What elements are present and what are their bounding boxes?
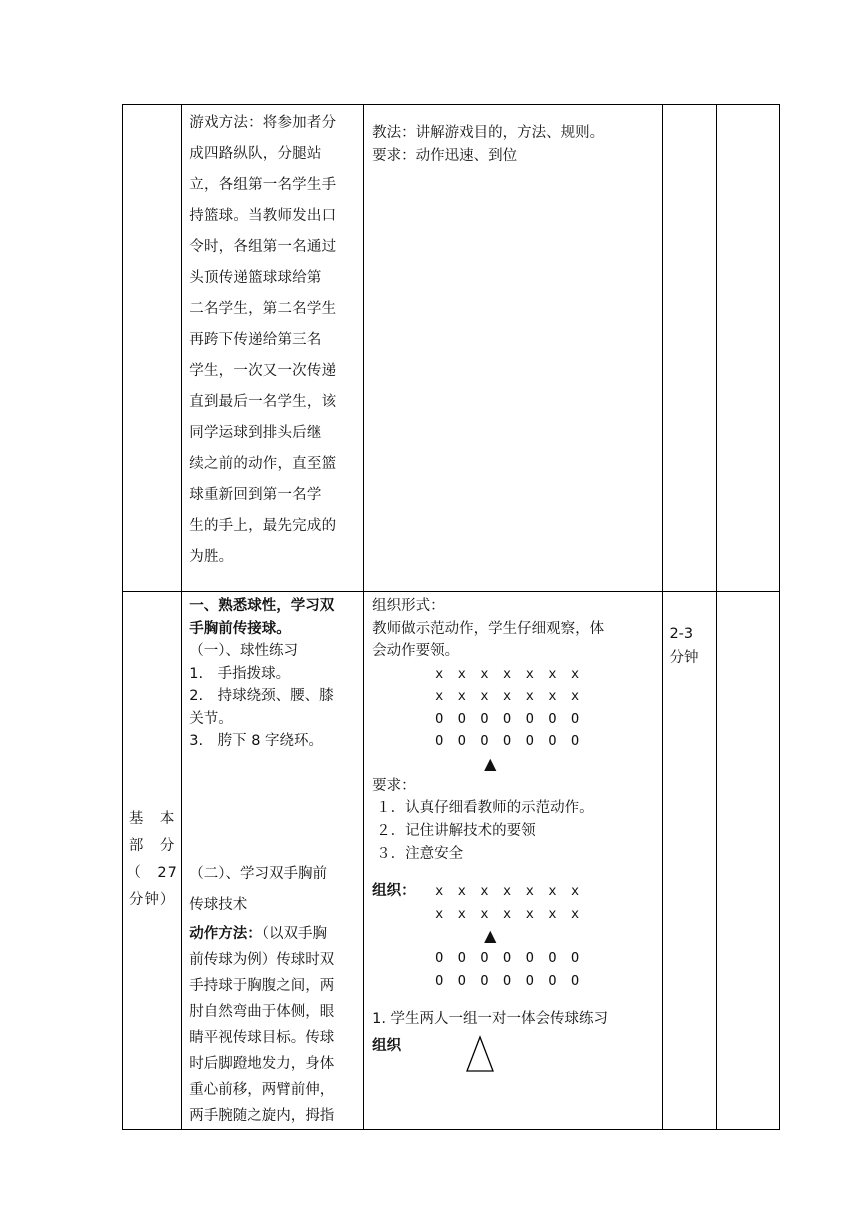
game-method-line: 游戏方法：将参加者分 — [189, 115, 337, 131]
teaching-method: 教法：讲解游戏目的，方法、规则。 — [372, 125, 605, 141]
action-method-line: 重心前移，两臂前伸， — [189, 1081, 335, 1098]
section-label-line: 分钟） — [128, 892, 176, 909]
hollow-triangle-icon — [465, 1035, 495, 1080]
practice-items — [189, 663, 357, 753]
requirement-item: １．认真仔细看教师的示范动作。 — [376, 800, 594, 816]
remarks-cell-empty — [716, 105, 779, 592]
formation-rows-o — [372, 947, 656, 992]
section-label-line: 基 本 — [128, 811, 176, 828]
formation-row: x x x x x x x — [435, 883, 583, 899]
action-method-label: 动作方法： — [189, 925, 262, 942]
practice-item: 关节。 — [189, 710, 233, 727]
demo-text — [372, 618, 656, 663]
game-method-line: 头顶传递篮球球给第 — [189, 270, 322, 286]
action-method-line: 时后脚蹬地发力，身体 — [189, 1055, 335, 1072]
formation-diagram-1 — [372, 663, 656, 753]
section-label-cell — [123, 592, 182, 1130]
game-organization-cell — [364, 105, 663, 592]
action-method-line: 手持球于胸腹之间，两 — [189, 977, 335, 994]
lesson-plan-table — [122, 104, 780, 1130]
basic-part-row — [123, 592, 780, 1130]
formation-row: x x x x x x x — [435, 665, 583, 682]
game-method-line: 为胜。 — [189, 549, 234, 565]
requirement-item: ３．注意安全 — [376, 846, 464, 862]
game-method-text — [189, 108, 357, 573]
requirement-label: 要求： — [372, 777, 416, 794]
game-method-cell — [182, 105, 364, 592]
formation-rows-x — [435, 880, 582, 925]
formation-row: O O O O O O O — [435, 710, 583, 727]
action-method-line: 两手腕随之旋内，拇指 — [189, 1107, 335, 1124]
game-method-line: 同学运球到排头后继 — [189, 425, 322, 441]
practice-item: 3. 胯下 8 字绕环。 — [189, 733, 324, 749]
time-cell — [663, 592, 716, 1130]
formation-row: x x x x x x x — [435, 905, 583, 922]
organization-cell — [364, 592, 663, 1130]
org-label: 组织： — [372, 883, 416, 899]
action-method-line: 睛平视传球目标。传球 — [189, 1029, 335, 1046]
practice-item: 1. 手指拨球。 — [189, 665, 291, 682]
section-cell-empty — [123, 105, 182, 592]
game-method-line: 持篮球。当教师发出口 — [189, 208, 337, 224]
org-form-label: 组织形式： — [372, 598, 445, 614]
game-method-line: 续之前的动作，直至篮 — [189, 456, 337, 472]
action-method — [189, 921, 357, 1129]
action-method-line: （以双手胸 — [261, 925, 328, 942]
formation-row: x x x x x x x — [435, 688, 583, 704]
remarks-cell-empty — [716, 592, 779, 1130]
game-method-line: 生的手上，最先完成的 — [189, 518, 337, 534]
action-method-line: 前传球为例）传球时双 — [189, 951, 335, 968]
org-label-2: 组织 — [372, 1037, 402, 1054]
content-heading — [189, 595, 357, 640]
requirement-list — [372, 797, 656, 866]
subsection-ball-feel: （一）、球性练习 — [189, 643, 299, 659]
game-method-line: 直到最后一名学生，该 — [189, 394, 337, 410]
formation-row: O O O O O O O — [435, 733, 583, 749]
organization-pair — [372, 1035, 656, 1080]
game-method-line: 立，各组第一名学生手 — [189, 177, 337, 193]
time-cell-empty — [663, 105, 716, 592]
game-method-line: 球重新回到第一名学 — [189, 487, 322, 503]
game-method-line: 二名学生，第二名学生 — [189, 301, 337, 317]
game-requirement: 要求：动作迅速、到位 — [372, 147, 518, 164]
heading-line: 手胸前传接球。 — [189, 620, 291, 637]
section-label-line: 部 分 — [128, 838, 176, 855]
practice-item: 2. 持球绕颈、腰、膝 — [189, 688, 334, 704]
requirement-item: ２．记住讲解技术的要领 — [376, 823, 536, 839]
teacher-marker-2: ▲ — [484, 926, 497, 945]
subsection-line: 传球技术 — [189, 896, 248, 913]
section-label-line: （ 27 — [126, 865, 178, 882]
subsection-line: （二）、学习双手胸前 — [189, 865, 328, 882]
pair-practice: 1. 学生两人一组一对一体会传球练习 — [372, 1011, 609, 1027]
game-method-line: 成四路纵队，分腿站 — [189, 146, 322, 162]
formation-diagram-2 — [372, 880, 656, 925]
time-line: 2-3 — [669, 626, 694, 642]
formation-row: O O O O O O O — [435, 972, 583, 989]
game-method-line: 令时，各组第一名通过 — [189, 239, 337, 255]
game-method-line: 学生，一次又一次传递 — [189, 363, 337, 379]
teacher-marker: ▲ — [484, 753, 497, 773]
demo-line: 会动作要领。 — [372, 643, 460, 659]
content-cell — [182, 592, 364, 1130]
action-method-line: 肘自然弯曲于体侧，眼 — [189, 1003, 335, 1020]
subsection-chest-pass — [189, 859, 357, 921]
formation-row: O O O O O O O — [435, 950, 583, 966]
heading-line: 一、熟悉球性，学习双 — [189, 598, 335, 614]
game-method-line: 再跨下传递给第三名 — [189, 332, 322, 348]
game-row — [123, 105, 780, 592]
demo-line: 教师做示范动作，学生仔细观察，体 — [372, 620, 605, 637]
time-line: 分钟 — [669, 650, 699, 666]
